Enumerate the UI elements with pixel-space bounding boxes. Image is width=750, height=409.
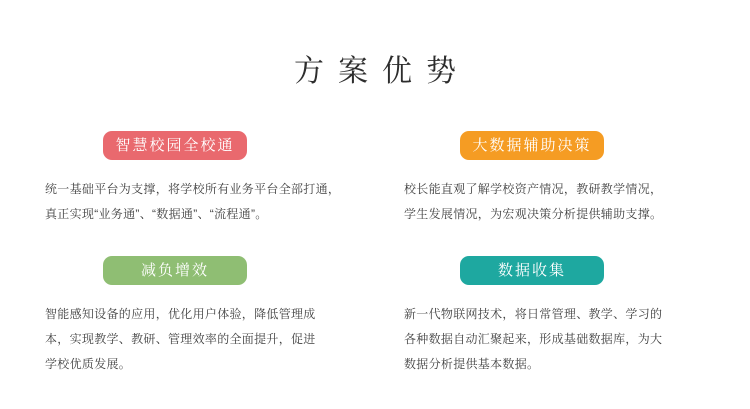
desc-line: 学校优质发展。 — [45, 357, 132, 371]
page-title: 方案优势 — [294, 55, 470, 88]
desc-line: 校长能直观了解学校资产情况，教研教学情况， — [404, 182, 663, 196]
desc-line: 学生发展情况，为宏观决策分析提供辅助支撑。 — [404, 207, 663, 221]
desc-data-collection — [404, 302, 662, 377]
desc-line: 新一代物联网技术，将日常管理、教学、学习的 — [404, 307, 663, 321]
desc-reduce-burden — [45, 302, 316, 377]
desc-line: 真正实现“业务通”、“数据通”、“流程通”。 — [45, 207, 268, 221]
desc-line: 数据分析提供基本数据。 — [404, 357, 540, 371]
badge-big-data-decision: 大数据辅助决策 — [460, 131, 604, 160]
desc-line: 本，实现教学、教研、管理效率的全面提升，促进 — [45, 332, 316, 346]
desc-line: 统一基础平台为支撑，将学校所有业务平台全部打通， — [45, 182, 341, 196]
badge-smart-campus: 智慧校园全校通 — [103, 131, 247, 160]
desc-line: 各种数据自动汇聚起来，形成基础数据库，为大 — [404, 332, 663, 346]
desc-big-data-decision — [404, 177, 662, 227]
desc-smart-campus — [45, 177, 340, 227]
badge-reduce-burden: 减负增效 — [103, 256, 247, 285]
desc-line: 智能感知设备的应用，优化用户体验，降低管理成 — [45, 307, 316, 321]
badge-data-collection: 数据收集 — [460, 256, 604, 285]
